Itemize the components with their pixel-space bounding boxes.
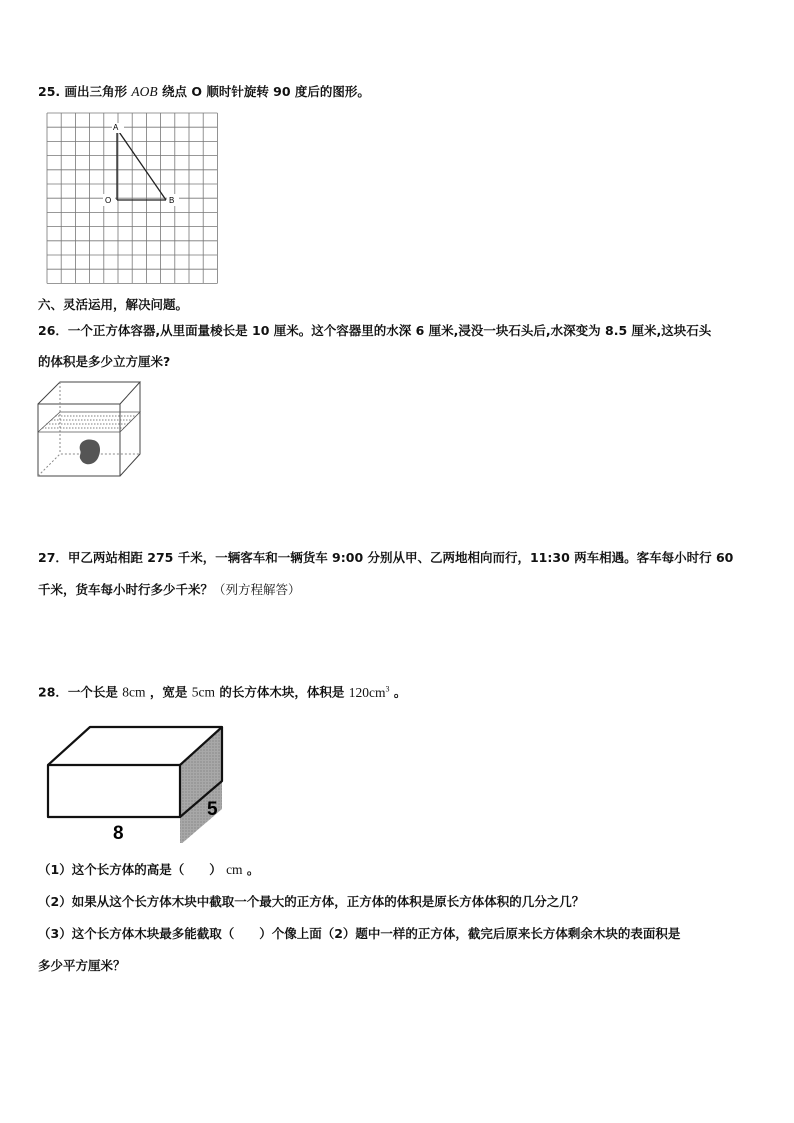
q27-line2 xyxy=(38,582,301,598)
q28-volume xyxy=(349,685,390,700)
grid-lines xyxy=(47,113,217,283)
water-surface xyxy=(38,412,140,432)
width-label: 5 xyxy=(207,799,218,820)
q25-text xyxy=(38,84,370,100)
length-label: 8 xyxy=(113,823,124,843)
label-a: A xyxy=(113,123,119,132)
q28-cuboid-figure xyxy=(44,725,230,843)
q28-line xyxy=(38,681,406,701)
q25-text-after: 绕点 O 顺时针旋转 90 度后的图形。 xyxy=(162,84,370,99)
q25-math: AOB xyxy=(131,84,158,99)
q25-number: 25. xyxy=(38,84,61,99)
q28-prefix: 28．一个长是 xyxy=(38,684,118,700)
q28-length: 8cm xyxy=(122,684,146,700)
q28-mid1: ，宽是 xyxy=(149,684,188,700)
q27-line1: 27．甲乙两站相距 275 千米，一辆客车和一辆货车 9:00 分别从甲、乙两地相向而行，11:30 两车相遇。客车每小时行 60 xyxy=(38,550,734,565)
q28-sub1-text: （1）这个长方体的高是（ ） xyxy=(38,862,222,877)
q26-cube-container-figure xyxy=(36,380,142,478)
q27-line2-main: 千米，货车每小时行多少千米？ xyxy=(38,582,214,597)
q28-sub1 xyxy=(38,862,259,878)
q26-line1: 26．一个正方体容器,从里面量棱长是 10 厘米。这个容器里的水深 6 厘米,浸没一块石头后,水深变为 8.5 厘米,这块石头 xyxy=(38,323,712,338)
cuboid-front-face xyxy=(48,765,180,817)
stone-shape xyxy=(80,439,100,464)
label-b: B xyxy=(169,196,175,205)
q28-sub2: （2）如果从这个长方体木块中截取一个最大的正方体，正方体的体积是原长方体体积的几分之几？ xyxy=(38,894,585,909)
q28-volume-value: 120cm xyxy=(348,684,386,700)
q28-sub3-line1: （3）这个长方体木块最多能截取（ ）个像上面（2）题中一样的正方体，截完后原来长方体剩余木块的表面积是 xyxy=(38,926,681,941)
q28-sub1-unit: cm xyxy=(226,862,243,877)
q28-volume-exp: 3 xyxy=(385,684,390,693)
q25-text-before: 画出三角形 xyxy=(64,84,128,99)
cube-front-face xyxy=(38,404,120,476)
q28-sub1-end: 。 xyxy=(246,862,260,877)
q28-mid2: 的长方体木块，体积是 xyxy=(219,684,345,700)
q28-end: 。 xyxy=(393,684,407,700)
q28-width: 5cm xyxy=(191,684,215,700)
q25-grid-figure xyxy=(46,112,220,287)
cube-top-edges xyxy=(38,382,140,404)
q26-line2: 的体积是多少立方厘米? xyxy=(38,354,171,369)
label-o: O xyxy=(105,196,112,205)
triangle-aob xyxy=(117,129,166,200)
section-heading: 六、灵活运用，解决问题。 xyxy=(38,297,189,312)
q27-line2-note: （列方程解答） xyxy=(213,582,301,597)
q28-sub3-line2: 多少平方厘米？ xyxy=(38,958,126,973)
